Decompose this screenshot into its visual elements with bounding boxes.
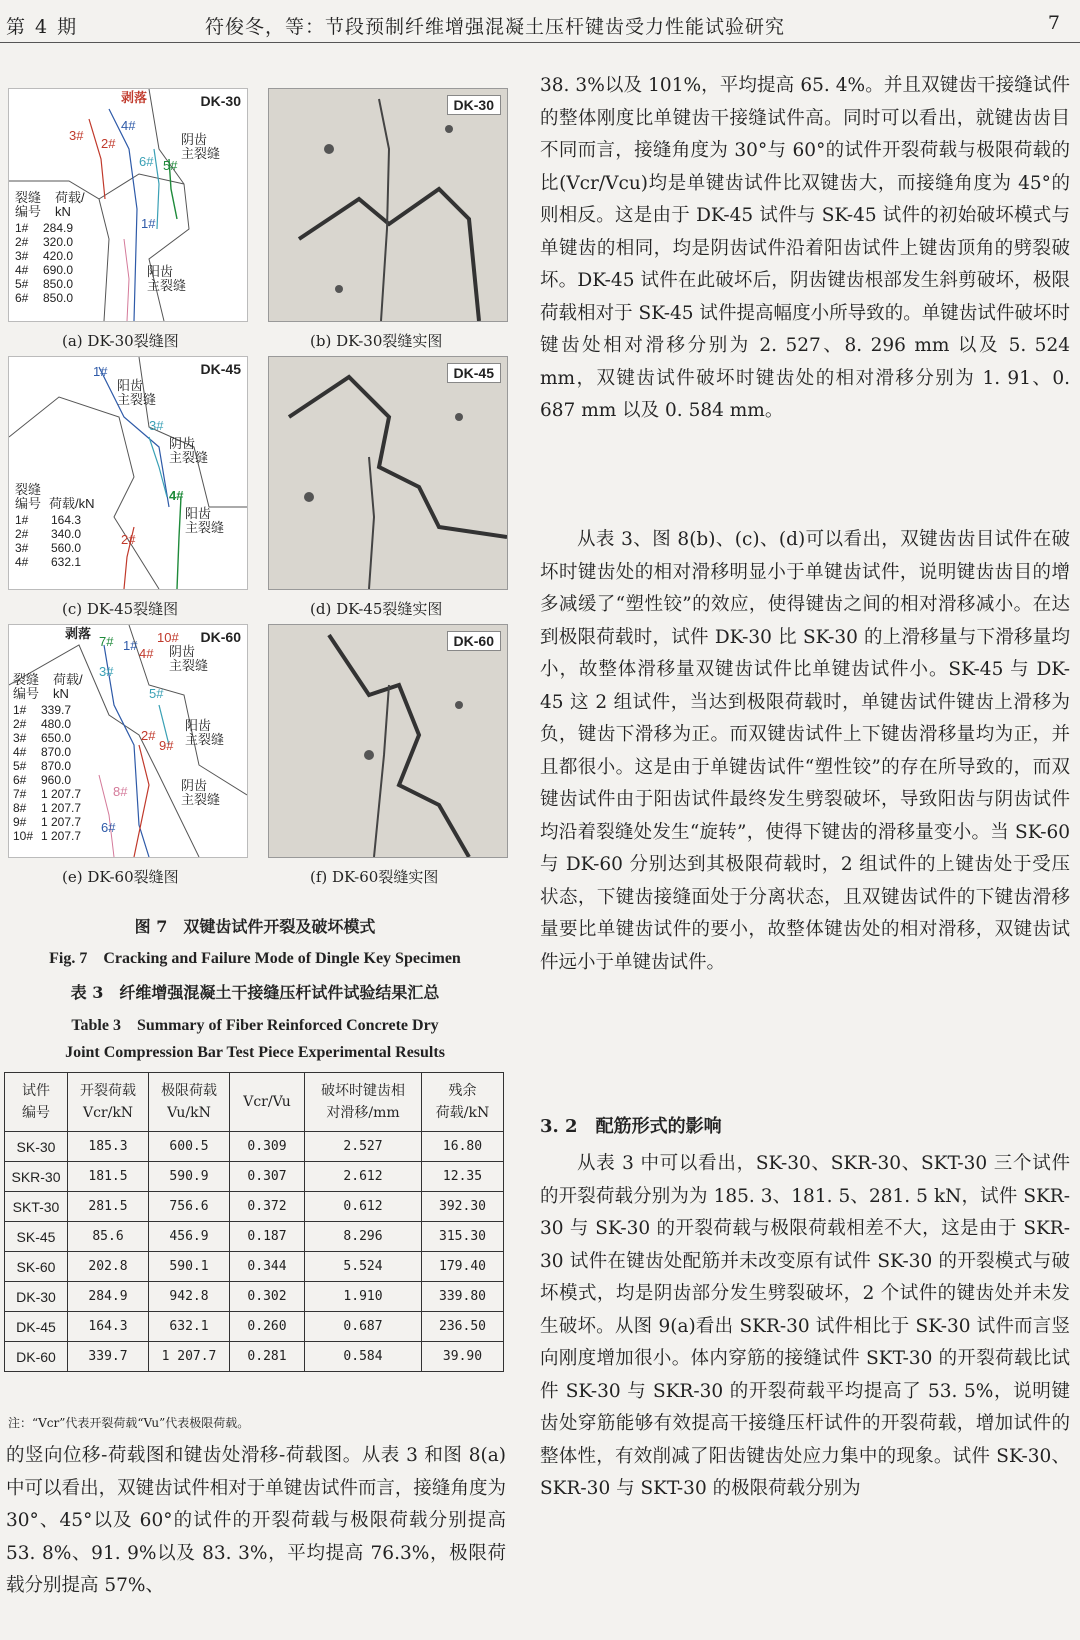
legend-col-crack: 裂缝 编号 [15,482,42,511]
legend-row: 3# 650.0 [13,731,72,745]
left-body-paragraph: 的竖向位移-荷载图和键齿处滑移-荷载图。从表 3 和图 8(a)中可以看出，双键齿试件相对于单键齿试件而言，接缝角度为 30°、45°以及 60°的试件的开裂荷载与极限荷载分别提高 53. 8%、91. 9%以及 83. 3%，平均提高 76.3%，极限荷载分别提高 57%、 [6,1445,506,1596]
legend-col-load: 荷载/kN [49,496,95,511]
subcaption-c: (c) DK-45裂缝图 [62,600,179,618]
label-spall: 剥落 [65,626,92,641]
table-row: SK-30 185.3 600.5 0.309 2.527 16.80 [5,1132,504,1162]
crack-num: 1# [93,364,108,379]
crack-photo-dk60 [268,624,508,858]
col-residual-load: 残余 荷载/kN [422,1073,504,1132]
legend-row: 1# 164.3 [15,513,82,527]
page-header [0,0,1080,44]
panel-tag-dk45: DK-45 [200,361,241,377]
label-female-main-crack-2: 阴齿 主裂缝 [181,778,221,807]
label-female-main-crack: 阴齿 主裂缝 [181,132,221,161]
crack-num: 2# [101,136,116,151]
table-title-en-1: Table 3 Summary of Fiber Reinforced Concrete Dry [71,1017,439,1034]
crack-num: 4# [121,118,136,133]
results-table [4,1072,504,1372]
legend-col-crack: 裂缝 编号 [15,190,42,219]
crack-photo-dk30 [268,88,508,322]
legend-row: 5# 870.0 [13,759,72,773]
legend-row: 1# 284.9 [15,221,74,235]
crack-num: 7# [99,634,114,649]
subcaption-d: (d) DK-45裂缝实图 [310,600,443,618]
table-row: SK-45 85.6 456.9 0.187 8.296 315.30 [5,1222,504,1252]
panel-tag-dk60: DK-60 [200,629,241,645]
col-specimen: 试件 编号 [5,1073,68,1132]
table-title-en-2: Joint Compression Bar Test Piece Experimental Results [65,1044,445,1061]
crack-num: 3# [69,128,84,143]
legend-row: 6# 960.0 [13,773,72,787]
legend-row: 3# 560.0 [15,541,82,555]
table-row: DK-45 164.3 632.1 0.260 0.687 236.50 [5,1312,504,1342]
label-male-main-crack: 阳齿 主裂缝 [185,718,225,747]
crack-num: 2# [121,532,136,547]
label-male-main-crack-2: 阳齿 主裂缝 [185,506,225,535]
legend-row: 2# 320.0 [15,235,74,249]
issue-number: 第 4 期 [6,16,79,38]
legend-row: 4# 632.1 [15,555,82,569]
crack-num: 5# [149,686,164,701]
legend-row: 2# 340.0 [15,527,82,541]
label-female-main-crack: 阴齿 主裂缝 [169,644,209,673]
col-relative-slip: 破坏时键齿相 对滑移/mm [305,1073,422,1132]
crack-num: 2# [141,728,156,743]
subcaption-f: (f) DK-60裂缝实图 [310,868,439,886]
table-header-row [5,1073,504,1132]
col-ratio: Vcr/Vu [230,1073,305,1132]
label-male-main-crack: 阳齿 主裂缝 [147,264,187,293]
legend-row: 5# 850.0 [15,277,74,291]
crack-num: 1# [141,216,156,231]
table-row: DK-30 284.9 942.8 0.302 1.910 339.80 [5,1282,504,1312]
figure-caption-en: Fig. 7 Cracking and Failure Mode of Dingle Key Specimen [49,950,461,967]
crack-num: 10# [157,630,179,645]
table-row: SK-60 202.8 590.1 0.344 5.524 179.40 [5,1252,504,1282]
crack-diagram-dk45 [8,356,248,590]
legend-row: 8# 1 207.7 [13,801,82,815]
photo-tag-dk45: DK-45 [447,363,501,383]
table-title-cn: 表 3 纤维增强混凝土干接缝压杆试件试验结果汇总 [70,983,440,1002]
label-spall: 剥落 [121,90,148,105]
crack-num: 4# [139,646,154,661]
crack-num: 9# [159,738,174,753]
legend-row: 4# 870.0 [13,745,72,759]
panel-tag-dk30: DK-30 [200,93,241,109]
figure-caption-cn: 图 7 双键齿试件开裂及破坏模式 [134,917,376,936]
col-ultimate-load: 极限荷载 Vu/kN [149,1073,230,1132]
section-heading: 3. 2 配筋形式的影响 [540,1116,722,1137]
legend-dk60 [13,672,116,843]
label-male-main-crack: 阳齿 主裂缝 [117,378,157,407]
legend-row: 9# 1 207.7 [13,815,82,829]
crack-photo-dk45-drawing [269,357,507,589]
legend-row: 3# 420.0 [15,249,74,263]
legend-row: 6# 850.0 [15,291,74,305]
table-row: SKR-30 181.5 590.9 0.307 2.612 12.35 [5,1162,504,1192]
right-body-paragraph-1: 38. 3%以及 101%，平均提高 65. 4%。并且双键齿干接缝试件的整体刚度比单键齿干接缝试件高。同时可以看出，就键齿齿目不同而言，接缝角度为 30°与 60°的试件开裂荷载与极限荷载的比(Vcr/Vcu)均是单键齿试件比双键齿大，而接缝角度为 45°的则相反。这是由于 DK-45 试件与 SK-45 试件的初始破坏模式与单键齿的相同，均是阴齿试件沿着阳齿试件上键齿顶角的劈裂破坏。DK-45 试件在此破坏后，阴齿键齿根部发生斜剪破坏，极限荷载相对于 SK-45 试件提高幅度小所导致的。单键齿试件破坏时键齿处相对滑移分别为 2. 527、8. 296 mm 以及 5. 524 mm，双键齿试件破坏时键齿处的相对滑移分别为 1. 91、0. 687 mm 以及 0. 584 mm。 [540,75,1070,421]
col-cracking-load: 开裂荷载 Vcr/kN [68,1073,149,1132]
table-row: DK-60 339.7 1 207.7 0.281 0.584 39.90 [5,1342,504,1372]
legend-col-crack: 裂缝 编号 [13,672,40,701]
header-rule [0,42,1080,43]
crack-photo-dk60-drawing [269,625,507,857]
legend-dk45 [15,483,125,569]
legend-dk30 [15,191,115,305]
crack-photo-dk30-drawing [269,89,507,321]
right-body-paragraph-3: 从表 3 中可以看出，SK-30、SKR-30、SKT-30 三个试件的开裂荷载分别为为 185. 3、181. 5、281. 5 kN，试件 SKR-30 与 SK-30 的开裂荷载与极限荷载相差不大，这是由于 SKR-30 试件在键齿处配筋并未改变原有试件 SK-30 的开裂模式与破坏模式，均是阴齿部分发生劈裂破坏，2 个试件的键齿处并未发生破坏。从图 9(a)看出 SKR-30 试件相比于 SK-30 试件而言竖向刚度增加很小。体内穿筋的接缝试件 SKT-30 的开裂荷载比试件 SK-30 与 SKR-30 的开裂荷载平均提高了 53. 5%，说明键齿处穿筋能够有效提高干接缝压杆试件的开裂荷载，增加试件的整体性，有效削减了阳齿键齿处应力集中的现象。试件 SK-30、SKR-30 与 SKT-30 的极限荷载分别为 [540,1153,1070,1499]
crack-num: 3# [149,418,164,433]
subcaption-b: (b) DK-30裂缝实图 [310,332,443,350]
crack-num: 6# [139,154,154,169]
subcaption-e: (e) DK-60裂缝图 [62,868,179,886]
crack-photo-dk45 [268,356,508,590]
crack-num: 1# [123,638,138,653]
legend-row: 1# 339.7 [13,703,72,717]
crack-diagram-dk60 [8,624,248,858]
table-note: 注：“Vcr”代表开裂荷载“Vu”代表极限荷载。 [8,1416,250,1430]
table-row: SKT-30 281.5 756.6 0.372 0.612 392.30 [5,1192,504,1222]
legend-row: 2# 480.0 [13,717,72,731]
legend-row: 10# 1 207.7 [13,829,82,843]
legend-col-load: 荷载/ kN [53,672,83,701]
legend-row: 4# 690.0 [15,263,74,277]
legend-row: 7# 1 207.7 [13,787,82,801]
crack-num: 4# [169,488,184,503]
photo-tag-dk60: DK-60 [447,631,501,651]
crack-diagram-dk30 [8,88,248,322]
label-female-main-crack: 阴齿 主裂缝 [169,436,209,465]
crack-num: 5# [163,158,178,173]
crack-num: 3# [99,664,114,679]
right-body-paragraph-2: 从表 3、图 8(b)、(c)、(d)可以看出，双键齿齿目试件在破坏时键齿处的相对滑移明显小于单键齿试件，说明键齿齿目的增多减缓了“塑性铰”的效应，使得键齿之间的相对滑移减小。在达到极限荷载时，试件 DK-30 比 SK-30 的上滑移量与下滑移量均小，故整体滑移量双键齿试件比单键齿试件小。SK-45 与 DK-45 这 2 组试件，当达到极限荷载时，单键齿试件键齿上滑移为负，键齿下滑移为正。而双键齿试件上下键齿滑移量均为正，并且都很小。这是由于单键齿试件“塑性铰”的存在所导致的，而双键齿试件由于阳齿试件最终发生劈裂破坏，导致阳齿与阴齿试件均沿着裂缝处发生“旋转”，使得下键齿的滑移量变小。当 SK-60 与 DK-60 分别达到其极限荷载时，2 组试件的上键齿处于受压状态，下键齿接缝面处于分离状态，且双键齿试件的下键齿滑移量要比单键齿试件的要小，故整体键齿处的相对滑移，双键齿试件远小于单键齿试件。 [540,529,1070,973]
crack-num: 6# [101,820,116,835]
legend-col-load: 荷载/ kN [55,190,85,219]
photo-tag-dk30: DK-30 [447,95,501,115]
page-number: 7 [1047,12,1060,34]
running-title: 符俊冬，等：节段预制纤维增强混凝土压杆键齿受力性能试验研究 [205,16,786,38]
crack-num: 8# [113,784,128,799]
subcaption-a: (a) DK-30裂缝图 [62,332,179,350]
